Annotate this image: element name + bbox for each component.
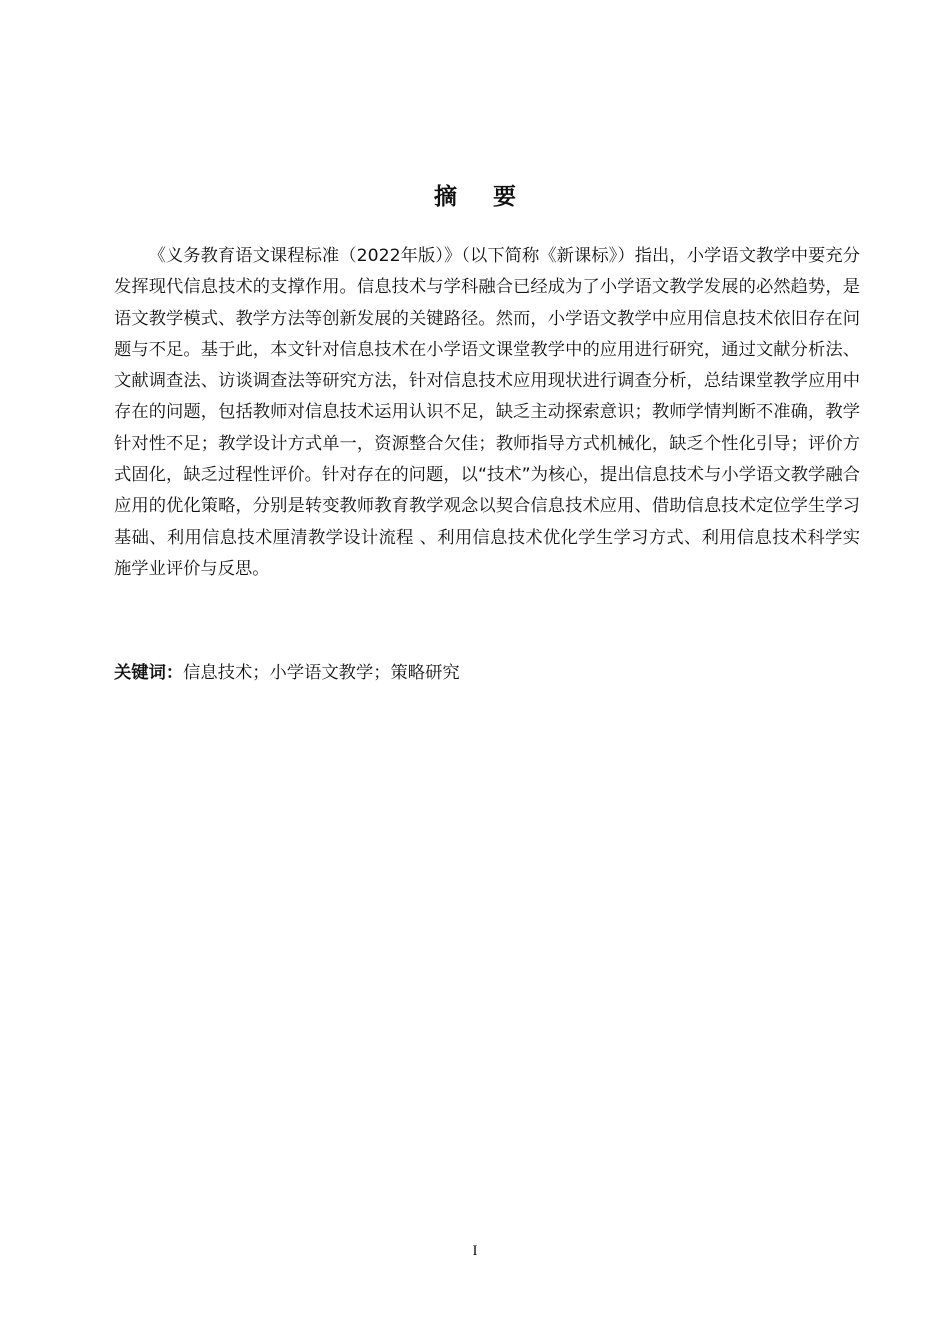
title-char-1: 摘 — [434, 184, 457, 210]
page-number: I — [472, 1243, 478, 1259]
keywords-value: 信息技术；小学语文教学；策略研究 — [183, 663, 460, 683]
abstract-title — [0, 178, 950, 211]
keywords-label: 关键词： — [114, 663, 184, 683]
abstract-body: 《义务教育语文课程标准（2022年版）》（以下简称《新课标》）指出，小学语文教学中要充分发挥现代信息技术的支撑作用。信息技术与学科融合已经成为了小学语文教学发展的必然趋势，是语文教学模式、教学方法等创新发展的关键路径。然而，小学语文教学中应用信息技术依旧存在问题与不足。基于此，本文针对信息技术在小学语文课堂教学中的应用进行研究，通过文献分析法、文献调查法、访谈调查法等研究方法，针对信息技术应用现状进行调查分析，总结课堂教学应用中存在的问题，包括教师对信息技术运用认识不足，缺乏主动探索意识；教师学情判断不准确，教学针对性不足；教学设计方式单一，资源整合欠佳；教师指导方式机械化，缺乏个性化引导；评价方式固化，缺乏过程性评价。针对存在的问题，以“技术”为核心，提出信息技术与小学语文教学融合应用的优化策略，分别是转变教师教育教学观念以契合信息技术应用、借助信息技术定位学生学习基础、利用信息技术厘清教学设计流程 、利用信息技术优化学生学习方式、利用信息技术科学实施学业评价与反思。 — [114, 246, 860, 579]
title-char-2: 要 — [493, 184, 516, 210]
keywords-line — [114, 658, 860, 689]
